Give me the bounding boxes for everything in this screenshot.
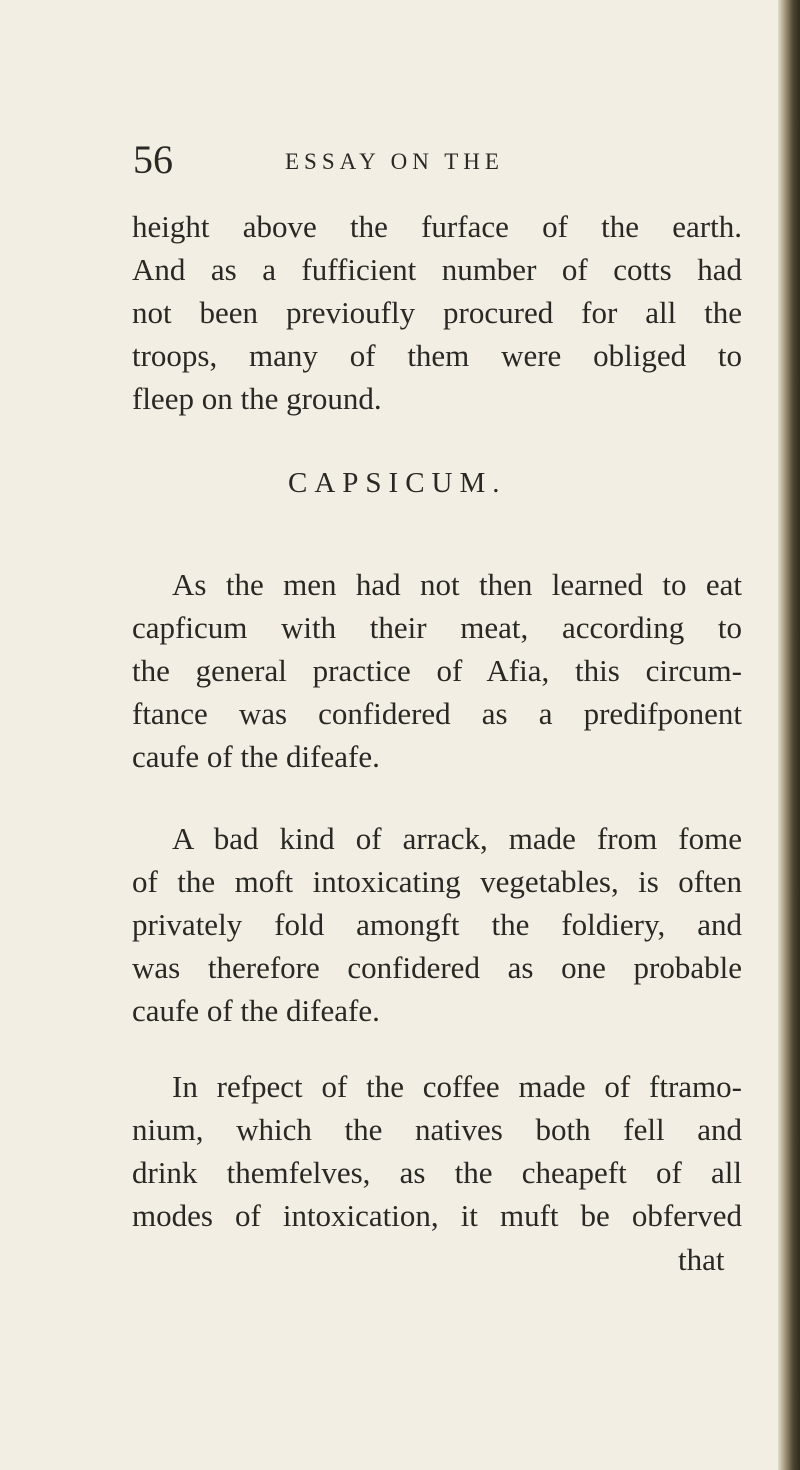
- paragraph-capsicum: [132, 563, 742, 778]
- text-line: capficum with their meat, according to: [132, 610, 742, 645]
- text-line: caufe of the difeafe.: [132, 993, 380, 1028]
- paragraph-stramonium: [132, 1065, 742, 1237]
- text-line: height above the furface of the earth.: [132, 209, 742, 244]
- text-line: As the men had not then learned to eat: [172, 567, 742, 602]
- text-line: In refpect of the coffee made of ftramo-: [172, 1069, 742, 1104]
- catchword: that: [678, 1242, 725, 1277]
- running-head: ESSAY ON THE: [285, 149, 504, 174]
- text-line: of the moft intoxicating vegetables, is often: [132, 864, 742, 899]
- page-header: [133, 138, 693, 198]
- text-line: troops, many of them were obliged to: [132, 338, 742, 373]
- text-line: A bad kind of arrack, made from fome: [172, 821, 742, 856]
- text-line: not been previoufly procured for all the: [132, 295, 742, 330]
- text-line: And as a fufficient number of cotts had: [132, 252, 742, 287]
- text-line: modes of intoxication, it muft be obferved: [132, 1198, 742, 1233]
- section-heading: CAPSICUM.: [288, 467, 507, 499]
- text-line: drink themfelves, as the cheapeft of all: [132, 1155, 742, 1190]
- text-line: caufe of the difeafe.: [132, 739, 380, 774]
- paragraph-continued: [132, 205, 742, 420]
- text-line: was therefore confidered as one probable: [132, 950, 742, 985]
- text-line: privately fold amongft the foldiery, and: [132, 907, 742, 942]
- text-line: nium, which the natives both fell and: [132, 1112, 742, 1147]
- binding-edge: [778, 0, 800, 1470]
- text-line: the general practice of Afia, this circum-: [132, 653, 742, 688]
- paragraph-arrack: [132, 817, 742, 1032]
- text-line: fleep on the ground.: [132, 381, 382, 416]
- text-line: ftance was confidered as a predifponent: [132, 696, 742, 731]
- page-number: 56: [133, 137, 173, 182]
